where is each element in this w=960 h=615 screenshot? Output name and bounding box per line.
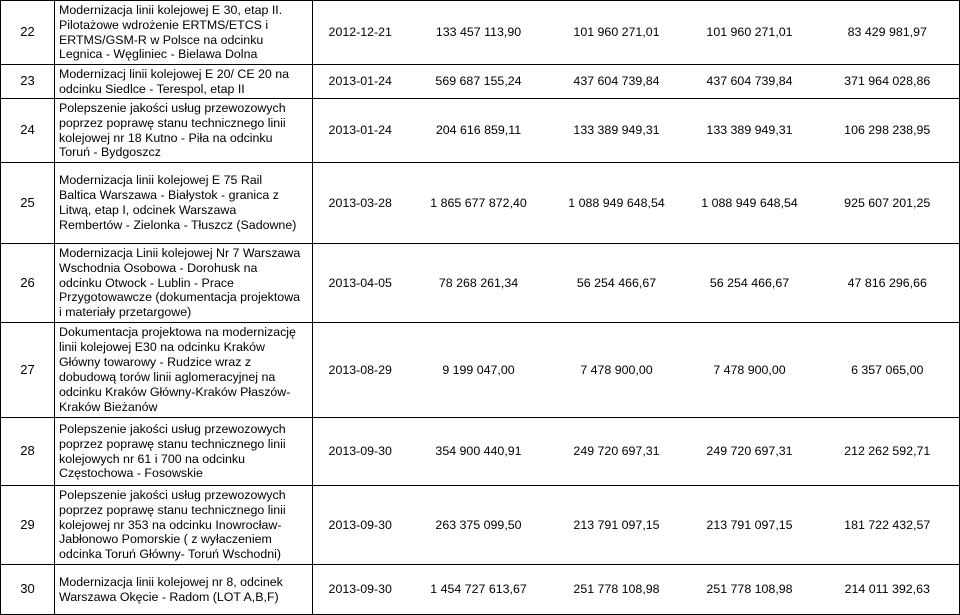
eligible-cost-2: 437 604 739,84 (684, 65, 816, 99)
eu-cofinancing: 925 607 201,25 (816, 163, 960, 244)
row-number: 25 (1, 163, 55, 244)
description-line: dobudową torów linii aglomeracyjnej na (59, 370, 276, 384)
eu-cofinancing: 371 964 028,86 (816, 65, 960, 99)
description-line: poprzez poprawę stanu technicznego linii (59, 115, 286, 130)
description-line: odcinka Toruń Główny- Toruń Wschodni) (59, 547, 281, 562)
description-line: poprzez poprawę stanu technicznego linii (59, 502, 286, 517)
eligible-cost: 101 960 271,01 (550, 1, 684, 65)
row-number: 22 (1, 1, 55, 65)
project-description (55, 99, 313, 163)
description-line: kolejowych nr 61 i 700 na odcinku (59, 451, 245, 466)
description-line: Jabłonowo Pomorskie ( z wyłaczeniem (59, 532, 272, 547)
contract-date: 2013-09-30 (313, 418, 408, 486)
eu-cofinancing: 212 262 592,71 (816, 418, 960, 486)
description-line: Modernizacja linii kolejowej E 30, etap II. (59, 2, 283, 17)
table-row (1, 565, 960, 615)
project-description (55, 565, 313, 615)
description-line: Modernizacj linii kolejowej E 20/ CE 20 na (59, 66, 290, 81)
description-line: Warszawa Okęcie - Radom (LOT A,B,F) (59, 589, 279, 604)
project-description (55, 163, 313, 244)
eu-cofinancing: 106 298 238,95 (816, 99, 960, 163)
total-value: 9 199 047,00 (408, 323, 550, 418)
row-number: 28 (1, 418, 55, 486)
description-line: Przygotowawcze (dokumentacja projektowa (59, 290, 301, 305)
eligible-cost: 437 604 739,84 (550, 65, 684, 99)
description-line: poprzez poprawę stanu technicznego linii (59, 436, 286, 451)
total-value: 569 687 155,24 (408, 65, 550, 99)
table-row (1, 323, 960, 418)
project-description (55, 418, 313, 486)
description-line: Litwą, etap I, odcinek Warszawa (59, 203, 237, 217)
eligible-cost-2: 133 389 949,31 (684, 99, 816, 163)
contract-date: 2013-01-24 (313, 99, 408, 163)
description-line: linii kolejowej E30 na odcinku Kraków (59, 340, 265, 355)
row-number: 27 (1, 323, 55, 418)
row-number: 29 (1, 486, 55, 565)
description-line: Legnica - Węgliniec - Bielawa Dolna (59, 47, 258, 62)
description-line: Modernizacja Linii kolejowej Nr 7 Warszawa (59, 245, 301, 260)
eligible-cost: 56 254 466,67 (550, 244, 684, 323)
description-line: kolejowej nr 353 na odcinku Inowrocław- (59, 517, 282, 532)
eligible-cost-2: 1 088 949 648,54 (684, 163, 816, 244)
eligible-cost-2: 213 791 097,15 (684, 486, 816, 565)
eligible-cost: 249 720 697,31 (550, 418, 684, 486)
table-row (1, 99, 960, 163)
total-value: 354 900 440,91 (408, 418, 550, 486)
description-line: Polepszenie jakości usług przewozowych (59, 421, 286, 436)
contract-date: 2012-12-21 (313, 1, 408, 65)
table-body (1, 1, 960, 615)
description-line: Polepszenie jakości usług przewozowych (59, 487, 286, 502)
description-line: odcinku Otwock - Lublin - Prace (59, 275, 234, 290)
table-row (1, 1, 960, 65)
eu-cofinancing: 47 816 296,66 (816, 244, 960, 323)
description-line: Modernizacja linii kolejowej nr 8, odcinek (59, 574, 283, 589)
description-line: ERTMS/GSM-R w Polsce na odcinku (59, 32, 264, 47)
description-line: Częstochowa - Fosowskie (59, 466, 203, 481)
eligible-cost-2: 251 778 108,98 (684, 565, 816, 615)
row-number: 24 (1, 99, 55, 163)
contract-date: 2013-01-24 (313, 65, 408, 99)
total-value: 1 454 727 613,67 (408, 565, 550, 615)
table-row (1, 418, 960, 486)
project-description (55, 323, 313, 418)
contract-date: 2013-09-30 (313, 565, 408, 615)
total-value: 204 616 859,11 (408, 99, 550, 163)
table-row (1, 486, 960, 565)
contract-date: 2013-09-30 (313, 486, 408, 565)
eligible-cost-2: 56 254 466,67 (684, 244, 816, 323)
description-line: Wschodnia Osobowa - Dorohusk na (59, 260, 258, 275)
project-description (55, 244, 313, 323)
contract-date: 2013-08-29 (313, 323, 408, 418)
description-line: Toruń - Bydgoszcz (59, 145, 161, 160)
eligible-cost: 251 778 108,98 (550, 565, 684, 615)
row-number: 26 (1, 244, 55, 323)
description-line: kolejowej nr 18 Kutno - Piła na odcinku (59, 130, 273, 145)
description-line: Pilotażowe wdrożenie ERTMS/ETCS i (59, 17, 269, 32)
description-line: Rembertów - Zielonka - Tłuszcz (Sadowne) (59, 217, 297, 232)
project-description (55, 65, 313, 99)
eligible-cost-2: 249 720 697,31 (684, 418, 816, 486)
description-line: odcinku Kraków Główny-Kraków Płaszów- (59, 384, 291, 399)
total-value: 263 375 099,50 (408, 486, 550, 565)
description-line: Kraków Bieżanów (59, 399, 158, 414)
eligible-cost: 133 389 949,31 (550, 99, 684, 163)
contract-date: 2013-04-05 (313, 244, 408, 323)
project-description (55, 1, 313, 65)
project-description (55, 486, 313, 565)
description-line: i materiały przetargowe) (59, 305, 192, 320)
eu-cofinancing: 181 722 432,57 (816, 486, 960, 565)
eligible-cost-2: 101 960 271,01 (684, 1, 816, 65)
eligible-cost: 7 478 900,00 (550, 323, 684, 418)
description-line: Polepszenie jakości usług przewozowych (59, 100, 286, 115)
row-number: 30 (1, 565, 55, 615)
table-row (1, 163, 960, 244)
description-line: Modernizacja linii kolejowej E 75 Rail (59, 173, 263, 188)
description-line: Baltica Warszawa - Białystok - granica z (59, 188, 279, 203)
eu-cofinancing: 6 357 065,00 (816, 323, 960, 418)
eligible-cost: 213 791 097,15 (550, 486, 684, 565)
row-number: 23 (1, 65, 55, 99)
eligible-cost: 1 088 949 648,54 (550, 163, 684, 244)
description-line: Główny towarowy - Rudzice wraz z (59, 355, 252, 370)
eu-cofinancing: 214 011 392,63 (816, 565, 960, 615)
description-line: odcinku Siedlce - Terespol, etap II (59, 81, 245, 96)
table-row (1, 244, 960, 323)
eligible-cost-2: 7 478 900,00 (684, 323, 816, 418)
total-value: 133 457 113,90 (408, 1, 550, 65)
table-row (1, 65, 960, 99)
total-value: 78 268 261,34 (408, 244, 550, 323)
eu-cofinancing: 83 429 981,97 (816, 1, 960, 65)
total-value: 1 865 677 872,40 (408, 163, 550, 244)
contract-date: 2013-03-28 (313, 163, 408, 244)
description-line: Dokumentacja projektowa na modernizację (59, 325, 296, 340)
